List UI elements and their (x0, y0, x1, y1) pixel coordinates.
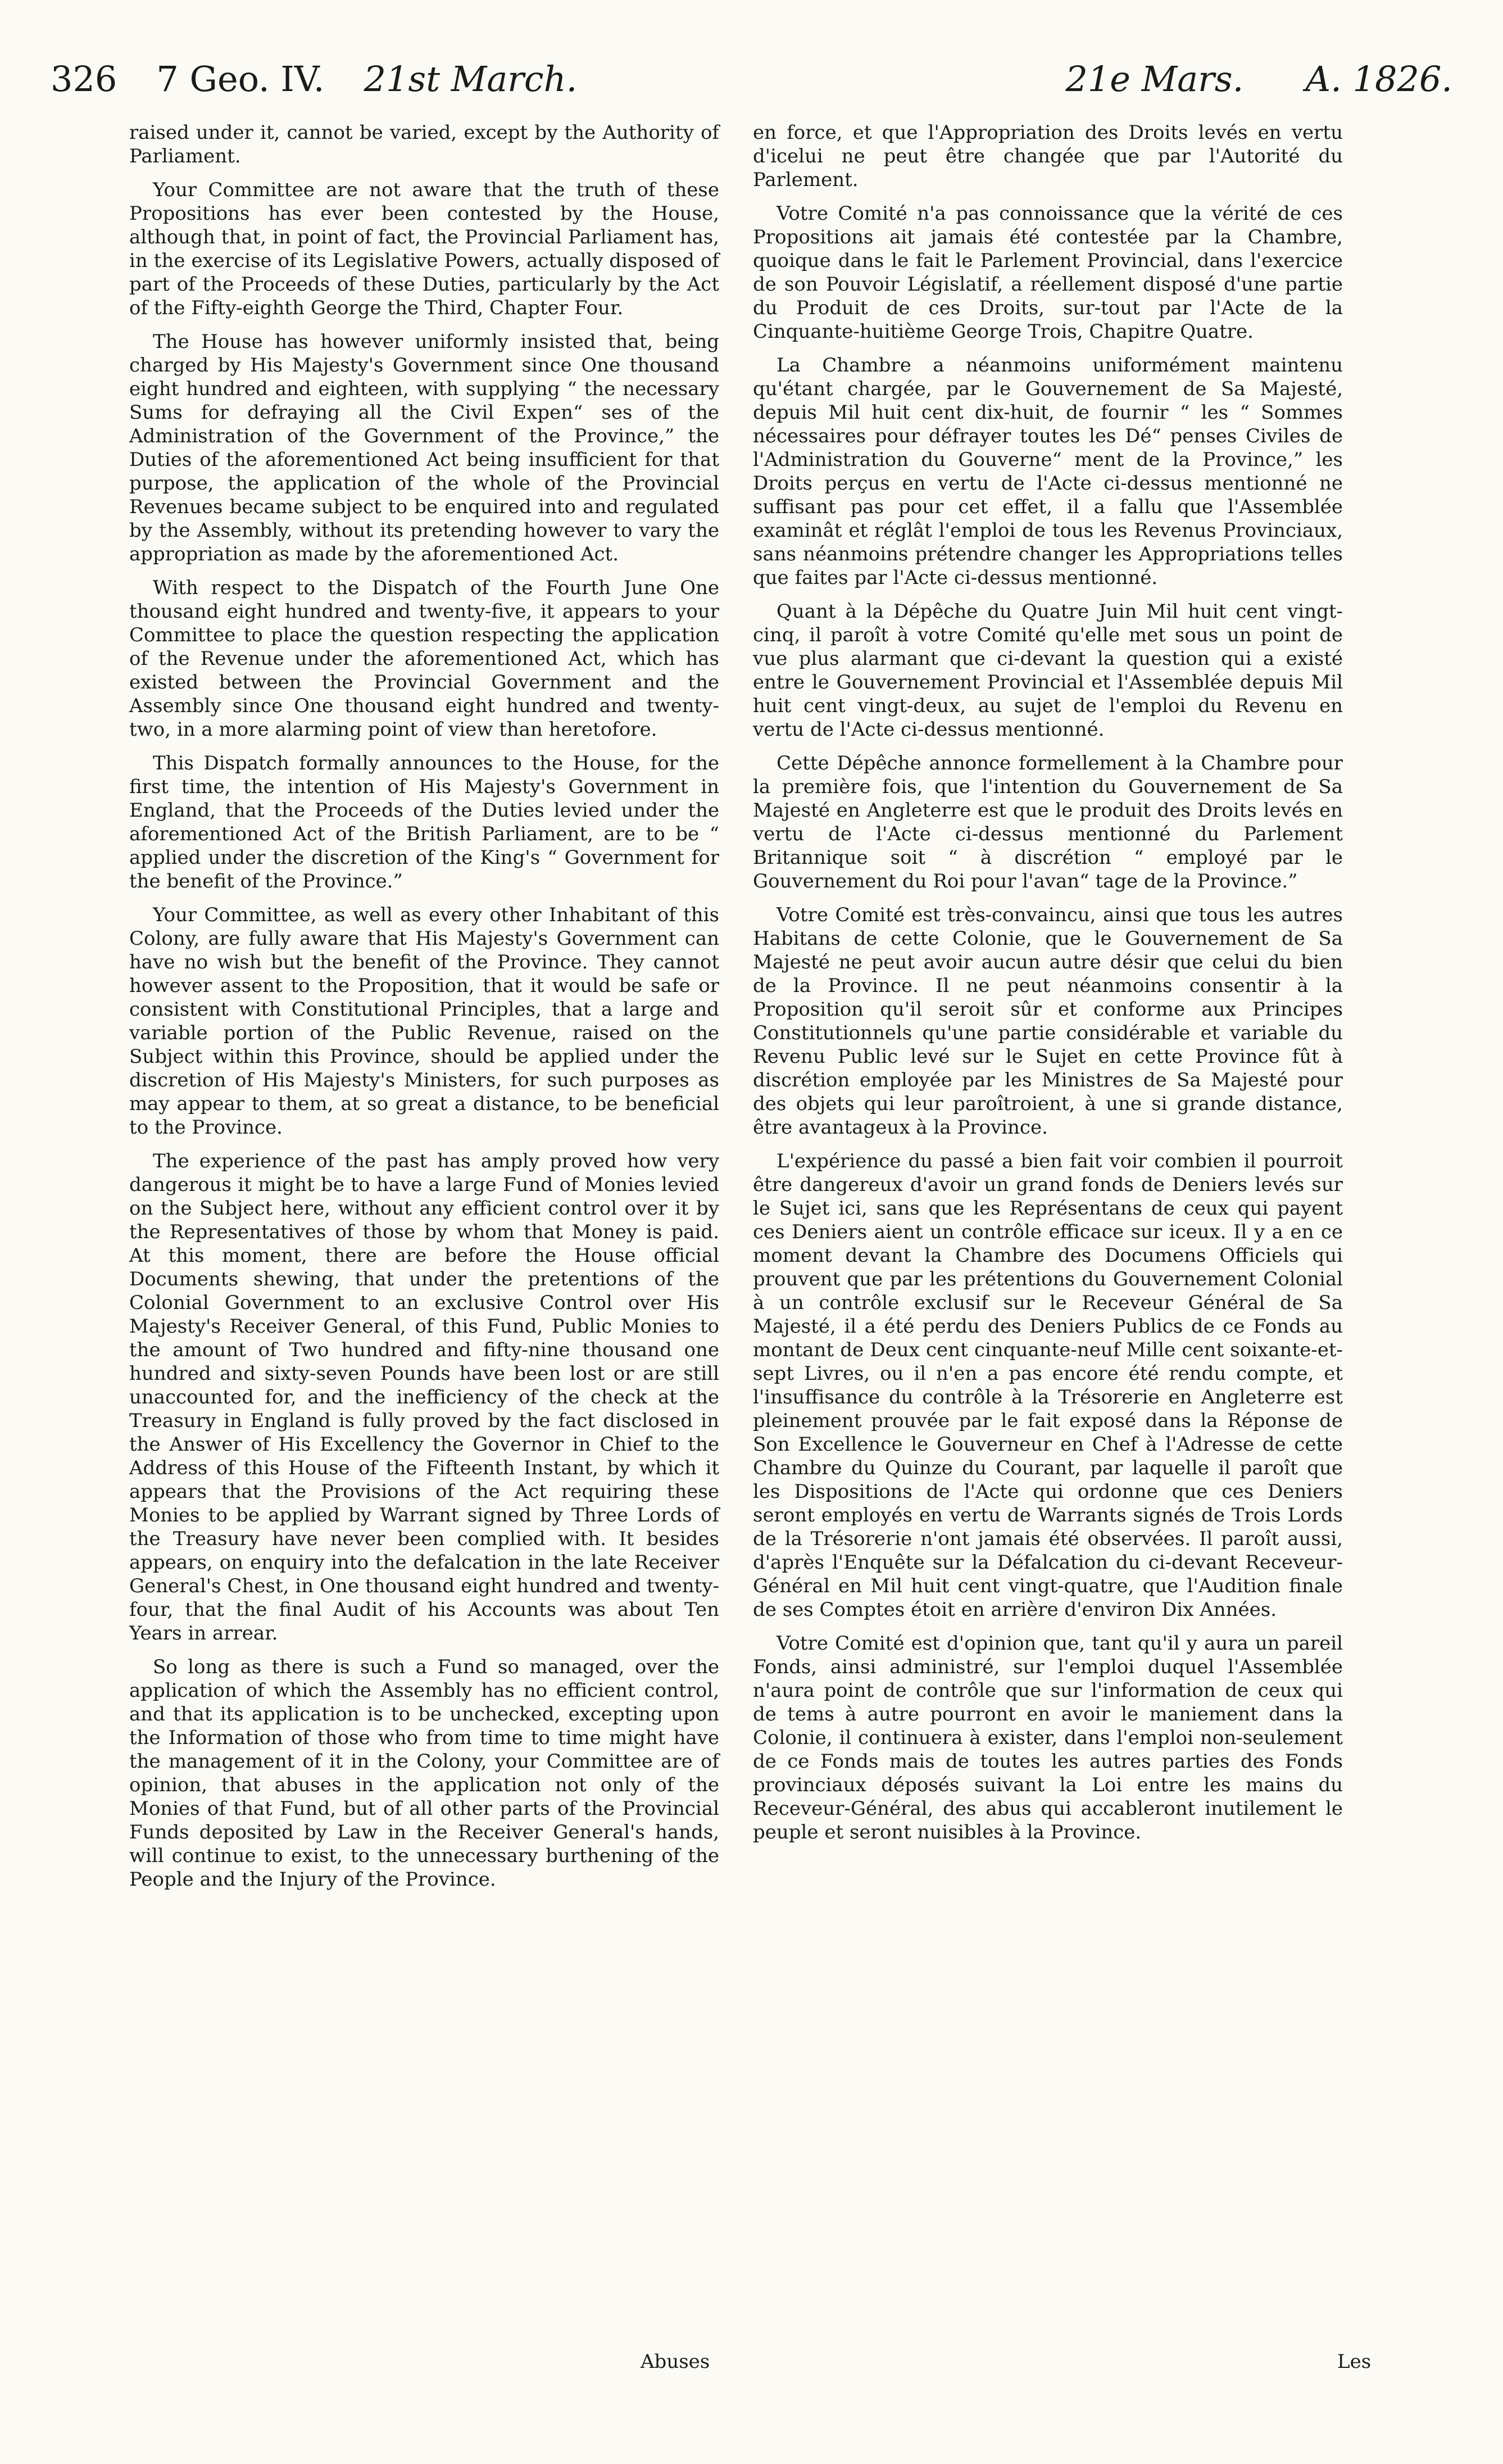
french-paragraph: en force, et que l'Appropriation des Droits levés en vertu d'icelui ne peut être changée que par l'Autorité du Parlement. (753, 121, 1343, 191)
english-paragraph: The House has however uniformly insisted that, being charged by His Majesty's Government since One thousand eight hundred and eighteen, with supplying “ the necessary Sums for defraying all the Civil Expen“ ses of the Administration of the Government of the Province,” the Duties of the aforementioned Act being insufficient for that purpose, the application of the whole of the Provincial Revenues became subject to be enquired into and regulated by the Assembly, without its pretending however to vary the appropriation as made by the aforementioned Act. (129, 330, 719, 565)
english-paragraph: The experience of the past has amply proved how very dangerous it might be to have a large Fund of Monies levied on the Subject here, without any efficient control over it by the Representatives of those by whom that Money is paid. At this moment, there are before the House official Documents shewing, that under the pretentions of the Colonial Government to an exclusive Control over His Majesty's Receiver General, of this Fund, Public Monies to the amount of Two hundred and fifty-nine thousand one hundred and sixty-seven Pounds have been lost or are still unaccounted for, and the inefficiency of the check at the Treasury in England is fully proved by the fact disclosed in the Answer of His Excellency the Governor in Chief to the Address of this House of the Fifteenth Instant, by which it appears that the Provisions of the Act requiring these Monies to be applied by Warrant signed by Three Lords of the Treasury have never been complied with. It besides appears, on enquiry into the defalcation in the late Receiver General's Chest, in One thousand eight hundred and twenty-four, that the final Audit of his Accounts was about Ten Years in arrear. (129, 1150, 719, 1645)
header-left (51, 58, 578, 99)
anno-year: A. 1826. (1305, 58, 1452, 99)
regnal-year: 7 Geo. IV. (156, 58, 325, 99)
french-paragraph: Votre Comité n'a pas connoissance que la vérité de ces Propositions ait jamais été contestée par la Chambre, quoique dans le fait le Parlement Provincial, dans l'exercice de son Pouvoir Législatif, a réellement disposé d'une partie du Produit de ces Droits, sur-tout par l'Acte de la Cinquante-huitième George Trois, Chapitre Quatre. (753, 202, 1343, 343)
french-column (753, 121, 1343, 1854)
french-paragraph: Quant à la Dépêche du Quatre Juin Mil huit cent vingt-cinq, il paroît à votre Comité qu'elle met sous un point de vue plus alarmant que ci-devant la question qui a existé entre le Gouvernement Provincial et l'Assemblée depuis Mil huit cent vingt-deux, au sujet de l'emploi du Revenu en vertu de l'Acte ci-dessus mentionné. (753, 600, 1343, 741)
date-french: 21e Mars. (1065, 58, 1244, 99)
english-paragraph: Your Committee, as well as every other Inhabitant of this Colony, are fully aware that His Majesty's Government can have no wish but the benefit of the Province. They cannot however assent to the Proposition, that it would be safe or consistent with Constitutional Principles, that a large and variable portion of the Public Revenue, raised on the Subject within this Province, should be applied under the discretion of His Majesty's Ministers, for such purposes as may appear to them, at so great a distance, to be beneficial to the Province. (129, 904, 719, 1139)
catchword-french: Les (1337, 2350, 1372, 2373)
english-paragraph: raised under it, cannot be varied, except by the Authority of Parliament. (129, 121, 719, 167)
page-number: 326 (51, 58, 117, 99)
english-column (129, 121, 719, 1901)
english-paragraph: Your Committee are not aware that the truth of these Propositions has ever been contested by the House, although that, in point of fact, the Provincial Parliament has, in the exercise of its Legislative Powers, actually disposed of part of the Proceeds of these Duties, particularly by the Act of the Fifty-eighth George the Third, Chapter Four. (129, 179, 719, 319)
header-right (1065, 58, 1452, 99)
english-paragraph: This Dispatch formally announces to the House, for the first time, the intention of His Majesty's Government in England, that the Proceeds of the Duties levied under the aforementioned Act of the British Parliament, are to be “ applied under the discretion of the King's “ Government for the benefit of the Province.” (129, 752, 719, 893)
english-paragraph: So long as there is such a Fund so managed, over the application of which the Assembly has no efficient control, and that its application is to be unchecked, excepting upon the Information of those who from time to time might have the management of it in the Colony, your Committee are of opinion, that abuses in the application not only of the Monies of that Fund, but of all other parts of the Provincial Funds deposited by Law in the Receiver General's hands, will continue to exist, to the unnecessary burthening of the People and the Injury of the Province. (129, 1656, 719, 1891)
english-paragraph: With respect to the Dispatch of the Fourth June One thousand eight hundred and twenty-five, it appears to your Committee to place the question respecting the application of the Revenue under the aforementioned Act, which has existed between the Provincial Government and the Assembly since One thousand eight hundred and twenty-two, in a more alarming point of view than heretofore. (129, 577, 719, 741)
french-paragraph: Cette Dépêche annonce formellement à la Chambre pour la première fois, que l'intention du Gouvernement de Sa Majesté en Angleterre est que le produit des Droits levés en vertu de l'Acte ci-dessus mentionné du Parlement Britannique soit “ à discrétion “ employé par le Gouvernement du Roi pour l'avan“ tage de la Province.” (753, 752, 1343, 893)
catchword-english: Abuses (641, 2350, 710, 2373)
french-paragraph: L'expérience du passé a bien fait voir combien il pourroit être dangereux d'avoir un grand fonds de Deniers levés sur le Sujet ici, sans que les Représentans de ceux qui payent ces Deniers aient un contrôle efficace sur iceux. Il y a en ce moment devant la Chambre des Documens Officiels qui prouvent que par les prétentions du Gouvernement Colonial à un contrôle exclusif sur le Receveur Général de Sa Majesté, il a été perdu des Deniers Publics de ce Fonds au montant de Deux cent cinquante-neuf Mille cent soixante-et-sept Livres, ou il n'en a pas encore été rendu compte, et l'insuffisance du contrôle à la Trésorerie en Angleterre est pleinement prouvée par le fait exposé dans la Réponse de Son Excellence le Gouverneur en Chef à l'Adresse de cette Chambre du Quinze du Courant, par laquelle il paroît que les Dispositions de l'Acte qui ordonne que ces Deniers seront employés en vertu de Warrants signés de Trois Lords de la Trésorerie n'ont jamais été observées. Il paroît aussi, d'après l'Enquête sur la Défalcation du ci-devant Receveur-Général en Mil huit cent vingt-quatre, que l'Audition finale de ses Comptes étoit en arrière d'environ Dix Années. (753, 1150, 1343, 1621)
running-header (51, 58, 1452, 129)
date-english: 21st March. (364, 58, 578, 99)
french-paragraph: La Chambre a néanmoins uniformément maintenu qu'étant chargée, par le Gouvernement de Sa Majesté, depuis Mil huit cent dix-huit, de fournir “ les “ Sommes nécessaires pour défrayer toutes les Dé“ penses Civiles de l'Administration du Gouverne“ ment de la Province,” les Droits perçus en vertu de l'Acte ci-dessus mentionné ne suffisant pas pour cet effet, il a fallu que l'Assemblée examinât et réglât l'emploi de tous les Revenus Provinciaux, sans néanmoins prétendre changer les Appropriations telles que faites par l'Acte ci-dessus mentionné. (753, 354, 1343, 589)
french-paragraph: Votre Comité est très-convaincu, ainsi que tous les autres Habitans de cette Colonie, que le Gouvernement de Sa Majesté ne peut avoir aucun autre désir que celui du bien de la Province. Il ne peut néanmoins consentir à la Proposition qu'il seroit sûr et conforme aux Principes Constitutionnels qu'une partie considérable et variable du Revenu Public levé sur le Sujet en cette Province fût à discrétion employée par les Ministres de Sa Majesté pour des objets qui leur paroîtroient, à une si grande distance, être avantageux à la Province. (753, 904, 1343, 1139)
french-paragraph: Votre Comité est d'opinion que, tant qu'il y aura un pareil Fonds, ainsi administré, sur l'emploi duquel l'Assemblée n'aura point de contrôle que sur l'information de ceux qui de tems à autre pourront en avoir le maniement dans la Colonie, il continuera à exister, dans l'emploi non-seulement de ce Fonds mais de toutes les autres parties des Fonds provinciaux déposés suivant la Loi entre les mains du Receveur-Général, des abus qui accableront inutilement le peuple et seront nuisibles à la Province. (753, 1632, 1343, 1844)
